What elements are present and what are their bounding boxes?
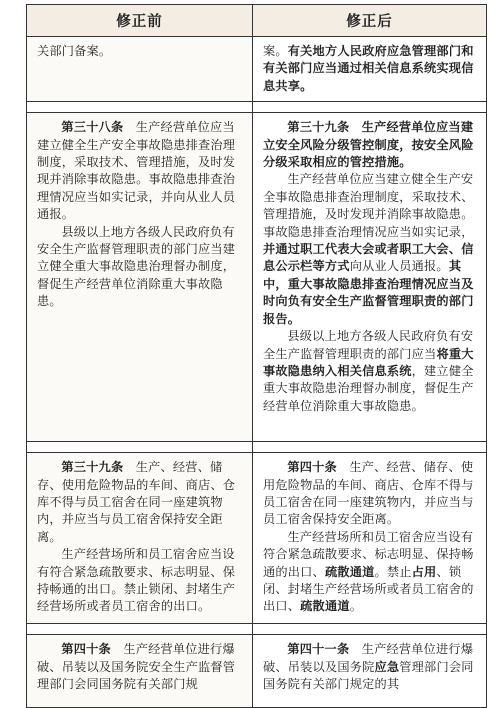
clause-paragraph	[37, 641, 245, 693]
clause-text: 关部门备案。	[37, 44, 112, 58]
clause-text: 。禁止	[374, 564, 412, 579]
clause-text: 生产经营单位应当建立健全生产安全事故隐患排查治理制度，采取技术、管理措施，及时发现并消除事故隐患。事故隐患排查治理情况应当如实记录，	[263, 172, 474, 239]
revision-comparison-page	[26, 4, 486, 692]
clause-paragraph	[263, 328, 479, 415]
clause-paragraph	[263, 641, 479, 693]
amended-text: 生产经营单位应当建立安全风险分级管控制度，按安全风险分级采取相应的管控措施。	[263, 120, 474, 170]
amended-text: 有关地方人民政府应急管理部门和有关部门应当通过相关信息系统实现信息共享。	[263, 44, 474, 93]
amended-text: 第三十九条	[287, 120, 350, 135]
clause-paragraph	[263, 171, 479, 328]
amended-text: 第三十九条	[61, 460, 124, 475]
amended-text: 疏散通道	[300, 599, 350, 614]
cell-before	[27, 37, 253, 102]
amended-text: 占用	[411, 564, 437, 579]
clause-paragraph	[37, 43, 245, 60]
clause-text: 。	[349, 599, 363, 614]
clause-text: 生产经营单位应当建立健全生产安全事故隐患排查治理制度，采取技术、管理措施，及时发现并消除事故隐患。事故隐患排查治理情况应当如实记录，并向从业人员通报。	[37, 120, 236, 222]
cell-after	[253, 453, 487, 624]
clause-text: 管理部门会同国务院有关部门规定的其	[263, 659, 474, 692]
amended-text: 并通过职工代表大会或者职工大会、信息公示栏等方式	[263, 242, 474, 274]
table-header-row	[27, 5, 487, 37]
amended-text: 第三十八条	[61, 120, 124, 135]
amended-text: 将重大事故隐患纳入相关信息系统	[263, 346, 474, 378]
clause-paragraph	[37, 546, 245, 616]
clause-paragraph	[263, 43, 479, 95]
amended-text: 第四十条	[287, 460, 337, 475]
row-gap	[27, 624, 487, 635]
cell-before	[27, 453, 253, 624]
clause-paragraph	[263, 119, 479, 171]
clause-paragraph	[37, 459, 245, 546]
clause-text: 案。	[263, 44, 288, 58]
revision-comparison-table	[26, 4, 487, 708]
cell-before	[27, 635, 253, 708]
amended-text: 第四十一条	[287, 642, 350, 657]
clause-paragraph	[263, 459, 479, 529]
row-gap	[27, 442, 487, 453]
clause-text: 、锁闭、封堵生产经营场所或者员工宿舍的出口、	[263, 564, 474, 614]
comparison-row	[27, 113, 487, 442]
amended-text: 疏散通道	[324, 564, 375, 579]
clause-paragraph	[37, 119, 245, 223]
table-body	[27, 37, 487, 708]
comparison-row	[27, 453, 487, 624]
clause-text: 生产、经营、储存、使用危险物品的车间、商店、仓库不得与员工宿舍在同一座建筑物内，并应当与员工宿舍保持安全距离。	[37, 460, 236, 544]
header-after: 修正后	[253, 5, 487, 37]
clause-text: 县级以上地方各级人民政府负有安全生产监督管理职责的部门应当建立健全重大事故隐患治理督办制度，督促生产经营单位消除重大事故隐患。	[37, 224, 236, 309]
clause-text: 生产经营场所和员工宿舍应当设有符合紧急疏散要求、标志明显、保持畅通的出口、	[263, 529, 474, 579]
clause-text: 生产经营场所和员工宿舍应当设有符合紧急疏散要求、标志明显、保持畅通的出口。禁止锁闭、封堵生产经营场所或者员工宿舍的出口。	[37, 547, 236, 614]
amended-text: 第四十条	[61, 642, 111, 657]
cell-after	[253, 635, 487, 708]
clause-paragraph	[37, 224, 245, 311]
clause-text: 向从业人员通报。	[349, 259, 449, 274]
clause-text: 生产经营单位进行爆破、吊装以及国务院	[263, 642, 474, 674]
comparison-row	[27, 635, 487, 708]
clause-paragraph	[263, 529, 479, 616]
row-gap	[27, 102, 487, 113]
cell-after	[253, 113, 487, 442]
amended-text: 其中，重大事故隐患排查治理情况应当及时向负有安全生产监督管理职责的部门报告。	[263, 259, 474, 326]
header-before: 修正前	[27, 5, 253, 37]
cell-after	[253, 37, 487, 102]
comparison-row	[27, 37, 487, 102]
clause-text: 生产经营单位进行爆破、吊装以及国务院安全生产监督管理部门会同国务院有关部门规	[37, 642, 236, 692]
clause-text: ，建立健全重大事故隐患治理督办制度，督促生产经营单位消除重大事故隐患。	[263, 363, 474, 413]
cell-before	[27, 113, 253, 442]
amended-text: 应急	[374, 659, 400, 674]
clause-text: 县级以上地方各级人民政府负有安全生产监督管理职责的部门应当	[263, 329, 474, 361]
clause-text: 生产、经营、储存、使用危险物品的车间、商店、仓库不得与员工宿舍在同一座建筑物内，并应当与员工宿舍保持安全距离。	[263, 460, 474, 527]
